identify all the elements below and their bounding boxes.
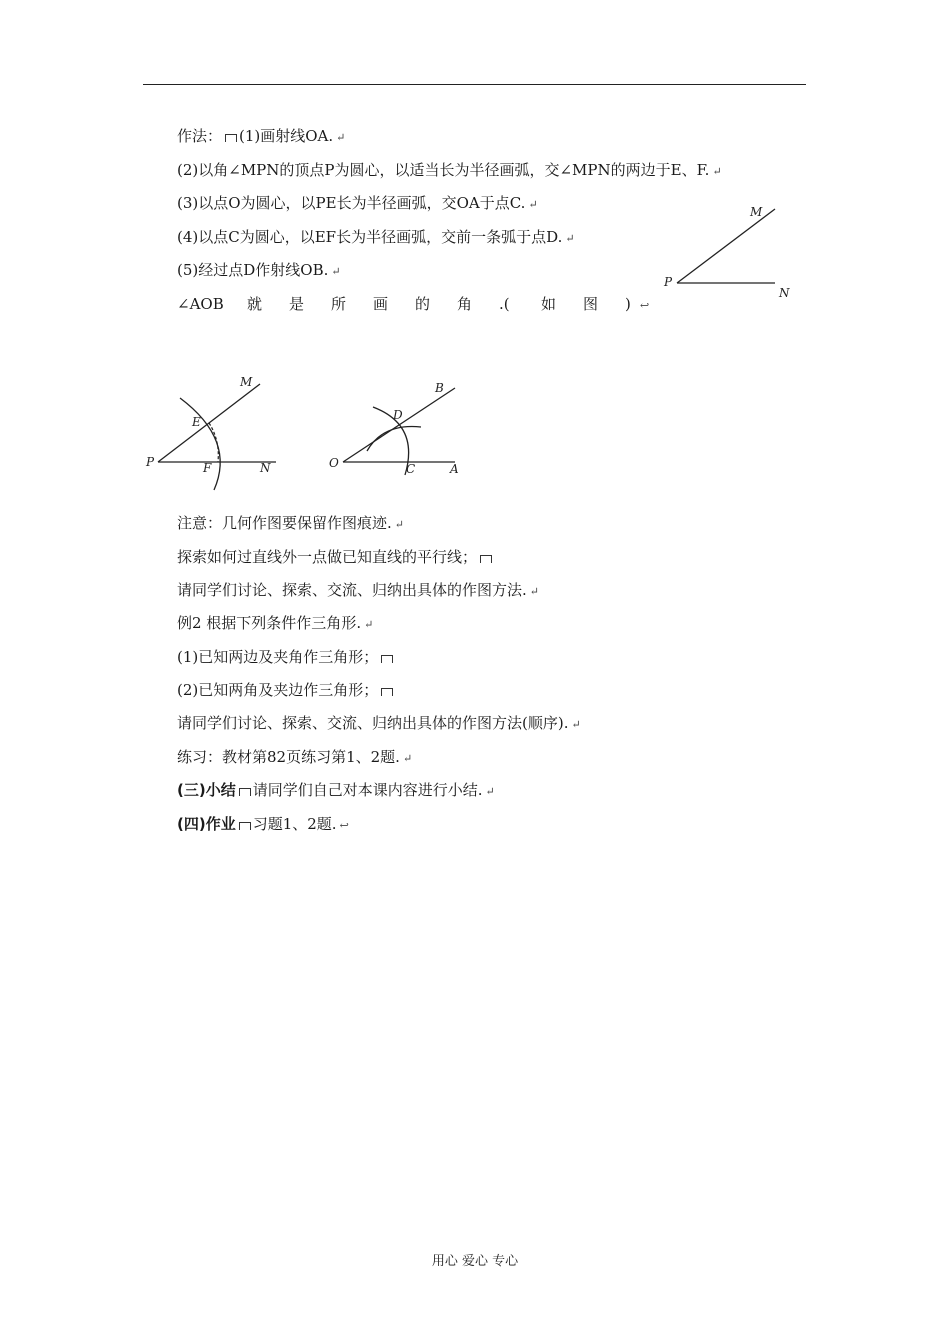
example-2-line — [177, 613, 373, 635]
method-line-5 — [177, 260, 341, 282]
discuss-line-2 — [177, 713, 581, 735]
conclusion-word: .( — [499, 295, 510, 313]
method-line-3 — [177, 193, 538, 215]
summary-line — [177, 780, 495, 802]
label-m: M — [750, 205, 763, 219]
page-break-icon: ↩ — [339, 819, 349, 832]
arc-c — [373, 407, 409, 475]
conclusion-word: 是 — [289, 295, 305, 313]
label-b: B — [435, 381, 444, 395]
note-line — [177, 513, 404, 535]
conclusion-word: 画 — [373, 295, 389, 313]
example-2-text: 例2 根据下列条件作三角形. — [177, 614, 362, 632]
space-mark-icon — [225, 134, 237, 142]
discuss-text: 请同学们讨论、探索、交流、归纳出具体的作图方法. — [177, 581, 527, 599]
method-line-2 — [177, 160, 722, 182]
conclusion-word: 所 — [331, 295, 347, 313]
example-2b-text: (2)已知两角及夹边作三角形； — [177, 681, 379, 699]
method-line-1 — [177, 126, 345, 148]
label-p: P — [664, 275, 673, 289]
explore-text: 探索如何过直线外一点做已知直线的平行线； — [177, 548, 478, 566]
homework-text: 习题1、2题. — [252, 815, 337, 833]
arc-d — [367, 427, 421, 452]
space-mark-icon — [239, 822, 251, 830]
page-break-icon: ↩ — [640, 299, 650, 312]
header-rule — [143, 84, 806, 85]
return-mark-icon: ↵ — [364, 618, 374, 631]
example-2a-line — [177, 647, 395, 667]
discuss-text: 请同学们讨论、探索、交流、归纳出具体的作图方法(顺序). — [177, 714, 569, 732]
step-5: (5)经过点D作射线OB. — [177, 261, 329, 279]
note-text: 注意：几何作图要保留作图痕迹. — [177, 514, 392, 532]
method-line-6 — [177, 294, 649, 316]
label-a: A — [450, 462, 459, 476]
label-n: N — [779, 286, 790, 300]
explore-line — [177, 547, 494, 567]
summary-heading: (三)小结 — [177, 781, 236, 799]
step-3: (3)以点O为圆心，以PE长为半径画弧，交OA于点C. — [177, 194, 526, 212]
return-mark-icon: ↵ — [712, 165, 722, 178]
summary-text: 请同学们自己对本课内容进行小结. — [252, 781, 483, 799]
label-c: C — [406, 462, 416, 476]
method-line-4 — [177, 227, 575, 249]
page-footer: 用心 爱心 专心 — [431, 1254, 519, 1269]
conclusion-word: 角 — [457, 295, 473, 313]
step-2: (2)以角∠MPN的顶点P为圆心，以适当长为半径画弧，交∠MPN的两边于E、F. — [177, 161, 710, 179]
figure-angle-aob — [325, 375, 465, 485]
discuss-line-1 — [177, 580, 539, 602]
figure-given-angle — [650, 200, 800, 305]
space-mark-icon — [239, 788, 251, 796]
arc-ef — [180, 398, 220, 490]
example-2b-line — [177, 680, 395, 700]
homework-heading: (四)作业 — [177, 815, 236, 833]
label-n: N — [260, 461, 271, 475]
label-p: P — [146, 455, 155, 469]
step-1: (1)画射线OA. — [239, 127, 334, 145]
return-mark-icon: ↵ — [571, 718, 581, 731]
conclusion-word: 就 — [247, 295, 263, 313]
return-mark-icon: ↵ — [331, 265, 341, 278]
conclusion-word: 图 — [583, 295, 599, 313]
return-mark-icon: ↵ — [336, 131, 346, 144]
space-mark-icon — [480, 555, 492, 563]
return-mark-icon: ↵ — [565, 232, 575, 245]
conclusion-word: 如 — [541, 295, 557, 313]
practice-line — [177, 747, 412, 769]
space-mark-icon — [381, 688, 393, 696]
conclusion-word: 的 — [415, 295, 431, 313]
return-mark-icon: ↵ — [485, 785, 495, 798]
return-mark-icon: ↵ — [394, 518, 404, 531]
step-4: (4)以点C为圆心，以EF长为半径画弧，交前一条弧于点D. — [177, 228, 563, 246]
conclusion-word: ∠AOB — [177, 295, 224, 313]
practice-text: 练习：教材第82页练习第1、2题. — [177, 748, 400, 766]
return-mark-icon: ↵ — [529, 585, 539, 598]
return-mark-icon: ↵ — [402, 752, 413, 765]
label-e: E — [192, 415, 201, 429]
return-mark-icon: ↵ — [528, 198, 538, 211]
label-o: O — [329, 456, 339, 470]
ray-pm — [677, 209, 775, 283]
label-f: F — [203, 461, 212, 475]
example-2a-text: (1)已知两边及夹角作三角形； — [177, 648, 379, 666]
space-mark-icon — [381, 655, 393, 663]
method-label: 作法： — [177, 127, 223, 145]
label-m: M — [240, 375, 253, 389]
label-d: D — [393, 408, 403, 422]
homework-line — [177, 814, 349, 836]
conclusion-word: ) — [625, 295, 631, 313]
figure-angle-arcs — [140, 370, 290, 495]
